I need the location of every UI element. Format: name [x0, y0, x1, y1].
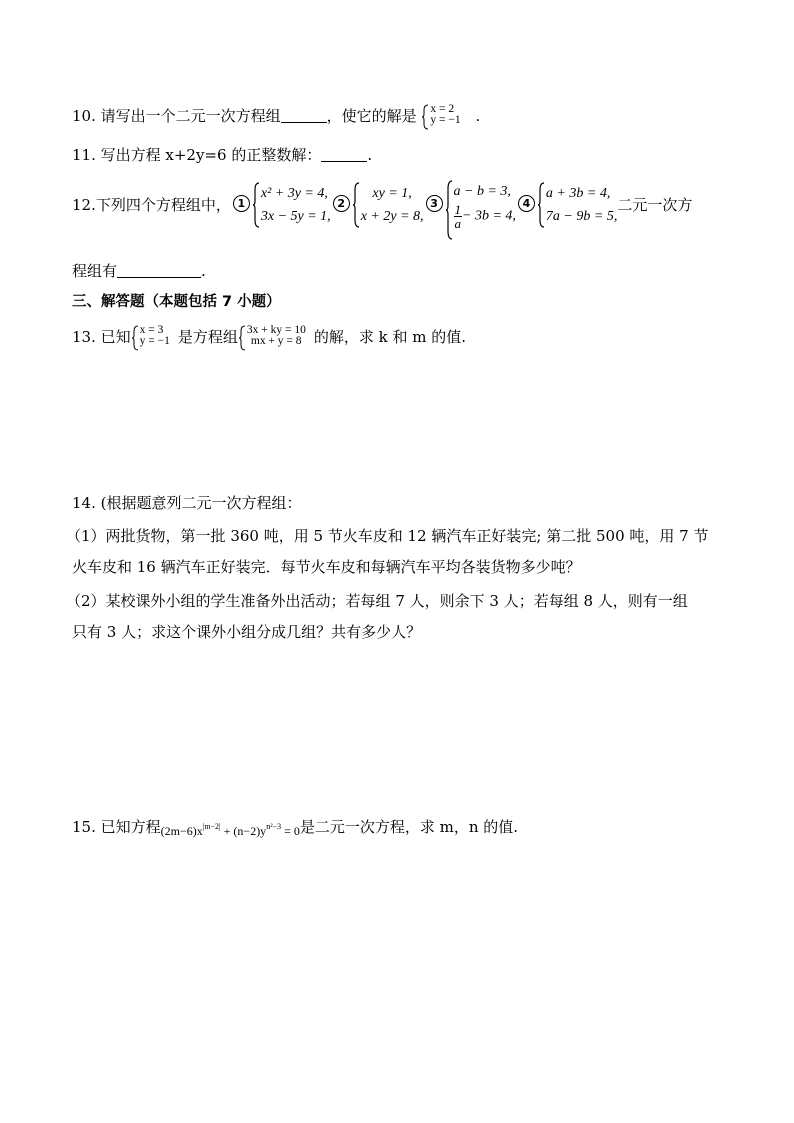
q15-term-c: = 0: [281, 824, 300, 838]
q13-middle: 是方程组: [177, 328, 238, 346]
q12-prefix: 12.下列四个方程组中，: [72, 196, 231, 214]
left-brace-icon: [131, 325, 139, 354]
q12-sys3-fraction: [454, 203, 463, 230]
question-15: [72, 817, 518, 841]
q10-suffix: .: [475, 107, 481, 125]
q13-prefix: 13. 已知: [72, 328, 131, 346]
question-14-part-1-line-1: （1）两批货物，第一批 360 吨，用 5 节火车皮和 12 辆汽车正好装完; 第二批 500 吨，用 7 节: [66, 527, 709, 545]
q15-exponent-b: n²−3: [266, 822, 282, 831]
q12-answer-blank[interactable]: [117, 261, 201, 278]
q12-sys2-row-2: x + 2y = 8,: [360, 209, 424, 224]
q13-sol-row-1: x = 3: [139, 324, 164, 336]
left-brace-icon: [537, 182, 545, 236]
option-marker-1: 1: [233, 195, 250, 212]
q12-sys2-row-1: xy = 1,: [372, 186, 412, 201]
q13-system: [238, 325, 306, 347]
option-marker-4: 4: [518, 195, 535, 212]
question-14-part-2-line-2: 只有 3 人；求这个课外小组分成几组？共有多少人？: [72, 623, 422, 641]
q13-suffix: 的解，求 k 和 m 的值.: [313, 328, 467, 346]
q12-sys3-row-1: a − b = 3,: [453, 184, 511, 199]
q12-line2-end: .: [201, 262, 206, 280]
q12-sys1-row-2: 3x − 5y = 1,: [260, 209, 331, 224]
question-12-line-2: [72, 261, 206, 281]
q15-exponent-a: |m−2|: [202, 822, 221, 831]
q12-tail: 二元一次方: [617, 196, 693, 214]
q15-term-a: (2m−6)x: [160, 824, 203, 838]
q11-text: 11. 写出方程 x+2y=6 的正整数解：: [72, 146, 322, 164]
left-brace-icon: [421, 104, 429, 133]
q10-sys-row-2: y = −1: [430, 114, 461, 126]
q13-sys-row-2: mx + y = 8: [250, 335, 302, 347]
q12-system-3: [445, 180, 516, 230]
left-brace-icon: [445, 180, 453, 248]
question-12: [72, 180, 692, 230]
q12-system-1: [252, 182, 331, 228]
q15-term-b: + (n−2)y: [220, 824, 267, 838]
question-10: [72, 103, 481, 126]
q13-solution: [131, 325, 170, 347]
option-marker-3: 3: [426, 195, 443, 212]
question-14-part-2-line-1: （2）某校课外小组的学生准备外出活动；若每组 7 人，则余下 3 人；若每组 8 人，则有一组: [66, 592, 688, 610]
left-brace-icon: [238, 325, 246, 354]
q10-sys-row-1: x = 2: [430, 103, 455, 115]
q13-sol-row-2: y = −1: [139, 335, 170, 347]
q12-system-4: [537, 182, 617, 228]
question-14-part-1-line-2: 火车皮和 16 辆汽车正好装完．每节火车皮和每辆汽车平均各装货物多少吨？: [72, 558, 581, 576]
question-13: [72, 324, 467, 347]
q10-middle: ，使它的解是: [326, 107, 417, 125]
q12-sys4-row-1: a + 3b = 4,: [545, 186, 611, 201]
q12-sys4-row-2: 7a − 9b = 5,: [545, 209, 618, 224]
q15-prefix: 15. 已知方程: [72, 818, 161, 836]
fraction-denominator: a: [454, 216, 462, 231]
q15-equation: [161, 824, 300, 838]
q12-system-2: [352, 182, 424, 228]
q12-sys3-row-2: − 3b = 4,: [462, 208, 516, 224]
option-marker-2: 2: [333, 195, 350, 212]
q10-prefix: 10. 请写出一个二元一次方程组: [72, 107, 281, 125]
q10-solution-system: [421, 104, 460, 126]
q12-sys1-row-1: x² + 3y = 4,: [260, 186, 328, 201]
left-brace-icon: [352, 182, 360, 236]
q11-suffix: .: [367, 146, 373, 164]
q11-answer-blank[interactable]: [321, 145, 367, 162]
q13-sys-row-1: 3x + ky = 10: [246, 324, 306, 336]
section-heading: 三、解答题（本题包括 7 小题）: [72, 294, 281, 310]
fraction-numerator: 1: [454, 202, 462, 217]
q12-line2: 程组有: [72, 262, 118, 280]
left-brace-icon: [252, 182, 260, 236]
question-11: [72, 145, 372, 165]
q15-suffix: 是二元一次方程，求 m，n 的值.: [299, 818, 519, 836]
q10-answer-blank[interactable]: [281, 106, 327, 123]
question-14-title: 14. (根据题意列二元一次方程组：: [72, 494, 302, 512]
